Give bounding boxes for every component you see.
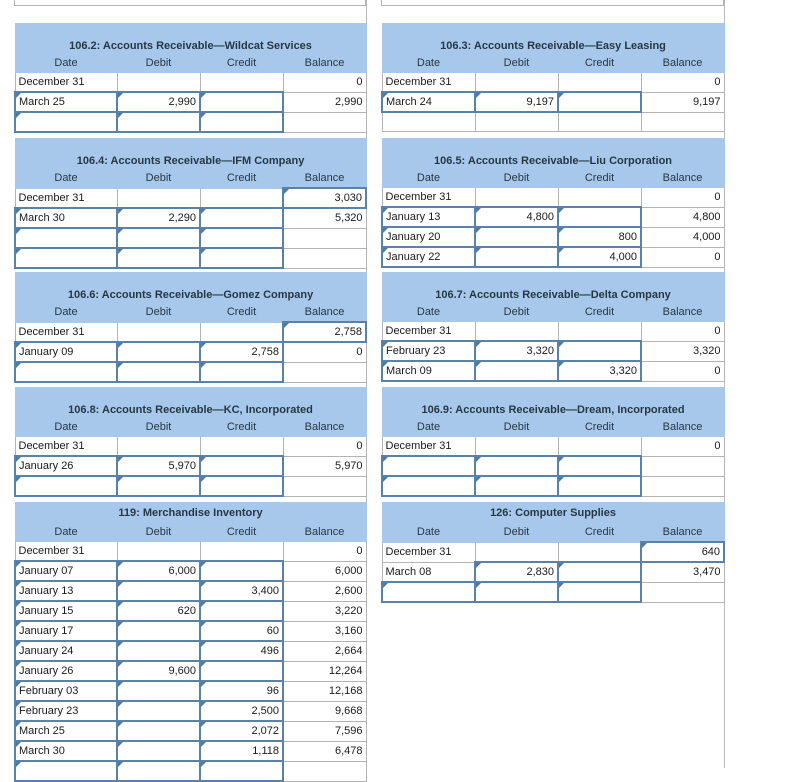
credit-input[interactable] xyxy=(200,208,283,228)
header-balance: Balance xyxy=(283,303,366,323)
credit-input[interactable]: 60 xyxy=(200,621,283,641)
table-row xyxy=(15,681,366,701)
balance-cell: 5,320 xyxy=(283,208,366,228)
header-balance: Balance xyxy=(641,169,724,188)
ledger-title: 106.2: Accounts Receivable—Wildcat Services xyxy=(15,24,366,54)
debit-cell xyxy=(117,188,200,208)
debit-input[interactable] xyxy=(475,582,558,602)
debit-input[interactable]: 620 xyxy=(117,601,200,621)
credit-input[interactable] xyxy=(200,661,283,681)
table-row xyxy=(15,92,366,112)
date-cell: December 31 xyxy=(15,542,117,562)
credit-input[interactable] xyxy=(200,92,283,112)
date-input[interactable]: January 13 xyxy=(15,581,117,601)
debit-cell xyxy=(117,322,200,342)
date-input[interactable] xyxy=(382,476,475,496)
balance-cell: 0 xyxy=(283,342,366,362)
credit-input[interactable] xyxy=(200,561,283,581)
credit-input[interactable] xyxy=(200,112,283,132)
table-row xyxy=(15,437,366,457)
debit-input[interactable] xyxy=(117,741,200,761)
table-row xyxy=(15,476,366,496)
balance-cell: 0 xyxy=(283,437,366,457)
date-cell: March 08 xyxy=(382,562,475,582)
header-credit: Credit xyxy=(200,54,283,73)
balance-cell: 12,264 xyxy=(283,661,366,681)
date-input[interactable] xyxy=(15,228,117,248)
debit-input[interactable] xyxy=(475,227,558,247)
balance-cell: 0 xyxy=(641,247,724,267)
credit-input[interactable]: 2,072 xyxy=(200,721,283,741)
debit-input[interactable] xyxy=(117,342,200,362)
table-row xyxy=(382,92,724,112)
header-credit: Credit xyxy=(558,418,641,437)
table-row xyxy=(15,456,366,476)
debit-cell xyxy=(475,112,558,132)
credit-input[interactable] xyxy=(200,228,283,248)
ledger-wildcat-services xyxy=(14,23,367,133)
credit-input[interactable] xyxy=(200,761,283,781)
debit-input[interactable]: 4,800 xyxy=(475,207,558,227)
date-input[interactable] xyxy=(15,248,117,268)
date-input[interactable]: February 23 xyxy=(15,701,117,721)
table-row xyxy=(15,228,366,248)
header-debit: Debit xyxy=(475,303,558,322)
credit-input[interactable] xyxy=(558,562,641,582)
date-input[interactable] xyxy=(15,362,117,382)
balance-cell xyxy=(641,476,724,496)
date-input[interactable]: January 26 xyxy=(15,661,117,681)
header-date: Date xyxy=(382,418,475,437)
balance-cell: 2,990 xyxy=(283,92,366,112)
balance-cell: 0 xyxy=(641,437,724,457)
debit-input[interactable]: 6,000 xyxy=(117,561,200,581)
balance-cell: 6,478 xyxy=(283,741,366,761)
table-row xyxy=(382,437,724,457)
date-input[interactable] xyxy=(382,456,475,476)
date-input[interactable]: January 26 xyxy=(15,456,117,476)
ledger-ifm-company xyxy=(14,138,367,269)
debit-input[interactable]: 9,197 xyxy=(475,92,558,112)
balance-input[interactable]: 3,030 xyxy=(283,188,366,208)
debit-cell xyxy=(117,73,200,93)
header-date: Date xyxy=(15,418,117,437)
credit-cell xyxy=(200,188,283,208)
credit-input[interactable] xyxy=(558,456,641,476)
table-row xyxy=(15,248,366,268)
date-input[interactable]: January 17 xyxy=(15,621,117,641)
header-debit: Debit xyxy=(117,523,200,542)
header-date: Date xyxy=(15,523,117,542)
date-cell: December 31 xyxy=(382,322,475,342)
balance-cell: 2,600 xyxy=(283,581,366,601)
credit-cell xyxy=(200,73,283,93)
date-input[interactable]: January 13 xyxy=(382,207,475,227)
header-balance: Balance xyxy=(641,523,724,543)
credit-input[interactable]: 496 xyxy=(200,641,283,661)
credit-input[interactable]: 800 xyxy=(558,227,641,247)
date-input[interactable]: February 03 xyxy=(15,681,117,701)
balance-cell xyxy=(641,582,724,602)
ledger-computer-supplies xyxy=(381,502,725,603)
ledger-merchandise-inventory xyxy=(14,502,367,782)
ledger-title: 106.8: Accounts Receivable—KC, Incorporated xyxy=(15,388,366,418)
table-row xyxy=(382,207,724,227)
date-input[interactable]: January 24 xyxy=(15,641,117,661)
balance-cell xyxy=(641,456,724,476)
balance-cell xyxy=(641,112,724,132)
balance-cell: 3,320 xyxy=(641,341,724,361)
table-row xyxy=(382,112,724,132)
header-debit: Debit xyxy=(475,418,558,437)
date-cell xyxy=(382,112,475,132)
date-cell: December 31 xyxy=(15,188,117,208)
header-date: Date xyxy=(15,169,117,189)
header-balance: Balance xyxy=(641,303,724,322)
top-strip-left xyxy=(14,0,366,6)
credit-cell xyxy=(558,188,641,208)
table-row xyxy=(382,322,724,342)
balance-cell: 9,197 xyxy=(641,92,724,112)
balance-cell xyxy=(283,362,366,382)
credit-cell xyxy=(558,542,641,562)
ledger-liu-corporation xyxy=(381,138,725,268)
debit-input[interactable]: 2,830 xyxy=(475,562,558,582)
debit-cell xyxy=(117,542,200,562)
header-credit: Credit xyxy=(558,523,641,543)
date-input[interactable] xyxy=(382,582,475,602)
header-credit: Credit xyxy=(200,523,283,542)
table-row xyxy=(15,208,366,228)
date-cell: December 31 xyxy=(382,188,475,208)
header-date: Date xyxy=(382,169,475,188)
top-strip-right xyxy=(381,0,724,6)
balance-cell: 0 xyxy=(641,73,724,93)
debit-input[interactable] xyxy=(117,248,200,268)
header-debit: Debit xyxy=(117,303,200,323)
header-credit: Credit xyxy=(200,418,283,437)
balance-cell: 4,000 xyxy=(641,227,724,247)
table-row xyxy=(15,641,366,661)
debit-input[interactable] xyxy=(475,361,558,381)
header-balance: Balance xyxy=(283,54,366,73)
balance-cell: 0 xyxy=(283,73,366,93)
table-row xyxy=(15,542,366,562)
date-cell: December 31 xyxy=(15,73,117,93)
credit-input[interactable]: 96 xyxy=(200,681,283,701)
header-debit: Debit xyxy=(117,169,200,189)
credit-input[interactable] xyxy=(200,601,283,621)
ledger-delta-company xyxy=(381,272,725,382)
ledger-title: 106.4: Accounts Receivable—IFM Company xyxy=(15,139,366,169)
ledger-title: 126: Computer Supplies xyxy=(382,503,724,523)
header-date: Date xyxy=(382,54,475,73)
date-input[interactable]: March 24 xyxy=(382,92,475,112)
date-input[interactable] xyxy=(15,112,117,132)
ledger-kc-incorporated xyxy=(14,387,367,497)
credit-input[interactable] xyxy=(558,582,641,602)
balance-cell: 6,000 xyxy=(283,561,366,581)
balance-cell: 0 xyxy=(641,188,724,208)
credit-input[interactable] xyxy=(558,207,641,227)
date-input[interactable]: March 09 xyxy=(382,361,475,381)
table-row xyxy=(15,761,366,781)
credit-cell xyxy=(200,322,283,342)
header-credit: Credit xyxy=(200,169,283,189)
table-row xyxy=(382,341,724,361)
debit-cell xyxy=(117,437,200,457)
date-cell: December 31 xyxy=(15,322,117,342)
debit-input[interactable] xyxy=(475,456,558,476)
ledger-title: 106.9: Accounts Receivable—Dream, Incorporated xyxy=(382,388,724,418)
debit-cell xyxy=(475,73,558,93)
debit-input[interactable]: 5,970 xyxy=(117,456,200,476)
ledger-easy-leasing xyxy=(381,23,725,132)
credit-input[interactable] xyxy=(558,476,641,496)
header-date: Date xyxy=(382,523,475,543)
ledger-title: 106.3: Accounts Receivable—Easy Leasing xyxy=(382,24,724,54)
debit-input[interactable] xyxy=(117,641,200,661)
balance-cell: 0 xyxy=(641,361,724,381)
table-row xyxy=(15,601,366,621)
debit-input[interactable] xyxy=(117,721,200,741)
balance-cell: 0 xyxy=(283,542,366,562)
debit-input[interactable]: 9,600 xyxy=(117,661,200,681)
debit-input[interactable] xyxy=(475,476,558,496)
balance-cell: 9,668 xyxy=(283,701,366,721)
table-row xyxy=(15,188,366,208)
table-row xyxy=(15,561,366,581)
debit-input[interactable]: 2,990 xyxy=(117,92,200,112)
balance-cell: 2,664 xyxy=(283,641,366,661)
date-input[interactable]: January 09 xyxy=(15,342,117,362)
table-row xyxy=(15,581,366,601)
header-balance: Balance xyxy=(641,54,724,73)
debit-input[interactable] xyxy=(475,247,558,267)
header-debit: Debit xyxy=(117,418,200,437)
credit-input[interactable]: 4,000 xyxy=(558,247,641,267)
balance-cell xyxy=(283,476,366,496)
header-debit: Debit xyxy=(475,169,558,188)
credit-input[interactable]: 2,500 xyxy=(200,701,283,721)
balance-cell: 4,800 xyxy=(641,207,724,227)
debit-input[interactable] xyxy=(117,476,200,496)
debit-input[interactable]: 3,320 xyxy=(475,341,558,361)
table-row xyxy=(15,322,366,342)
debit-input[interactable] xyxy=(117,581,200,601)
header-balance: Balance xyxy=(283,418,366,437)
debit-input[interactable] xyxy=(117,761,200,781)
date-input[interactable] xyxy=(15,761,117,781)
balance-cell: 0 xyxy=(641,322,724,342)
ledger-dream-incorporated xyxy=(381,387,725,497)
debit-cell xyxy=(475,188,558,208)
date-input[interactable]: January 20 xyxy=(382,227,475,247)
date-cell: December 31 xyxy=(382,542,475,562)
table-row xyxy=(15,701,366,721)
balance-cell xyxy=(283,761,366,781)
credit-input[interactable] xyxy=(200,248,283,268)
table-row xyxy=(382,361,724,381)
table-row xyxy=(382,227,724,247)
credit-cell xyxy=(200,542,283,562)
table-row xyxy=(15,342,366,362)
header-debit: Debit xyxy=(117,54,200,73)
credit-input[interactable] xyxy=(200,362,283,382)
date-cell: December 31 xyxy=(382,437,475,457)
header-balance: Balance xyxy=(283,523,366,542)
table-row xyxy=(382,542,724,562)
table-row xyxy=(382,476,724,496)
table-row xyxy=(15,721,366,741)
credit-input[interactable]: 1,118 xyxy=(200,741,283,761)
date-input[interactable]: January 22 xyxy=(382,247,475,267)
balance-cell xyxy=(283,228,366,248)
date-input[interactable]: March 30 xyxy=(15,208,117,228)
debit-input[interactable] xyxy=(117,621,200,641)
table-row xyxy=(15,621,366,641)
ledger-gomez-company xyxy=(14,272,367,383)
date-input[interactable] xyxy=(15,476,117,496)
debit-cell xyxy=(475,437,558,457)
credit-input[interactable]: 3,400 xyxy=(200,581,283,601)
table-row xyxy=(382,73,724,93)
balance-cell: 7,596 xyxy=(283,721,366,741)
table-row xyxy=(15,112,366,132)
header-date: Date xyxy=(15,303,117,323)
credit-input[interactable] xyxy=(558,341,641,361)
credit-input[interactable]: 3,320 xyxy=(558,361,641,381)
header-date: Date xyxy=(15,54,117,73)
balance-cell xyxy=(283,248,366,268)
header-balance: Balance xyxy=(283,169,366,189)
debit-input[interactable] xyxy=(117,701,200,721)
balance-cell: 5,970 xyxy=(283,456,366,476)
credit-input[interactable] xyxy=(558,92,641,112)
header-credit: Credit xyxy=(558,54,641,73)
header-debit: Debit xyxy=(475,523,558,543)
balance-cell: 3,160 xyxy=(283,621,366,641)
table-row xyxy=(382,188,724,208)
ledger-title: 119: Merchandise Inventory xyxy=(15,503,366,523)
credit-cell xyxy=(558,322,641,342)
debit-input[interactable] xyxy=(117,362,200,382)
date-cell: December 31 xyxy=(15,437,117,457)
date-input[interactable]: March 25 xyxy=(15,92,117,112)
header-balance: Balance xyxy=(641,418,724,437)
header-date: Date xyxy=(382,303,475,322)
date-input[interactable]: March 25 xyxy=(15,721,117,741)
credit-cell xyxy=(200,437,283,457)
balance-cell: 12,168 xyxy=(283,681,366,701)
balance-cell: 3,470 xyxy=(641,562,724,582)
debit-input[interactable] xyxy=(117,228,200,248)
credit-cell xyxy=(558,112,641,132)
ledger-title: 106.6: Accounts Receivable—Gomez Company xyxy=(15,273,366,303)
table-row xyxy=(15,362,366,382)
debit-input[interactable]: 2,290 xyxy=(117,208,200,228)
table-row xyxy=(382,456,724,476)
debit-cell xyxy=(475,322,558,342)
date-input[interactable]: January 15 xyxy=(15,601,117,621)
balance-cell xyxy=(283,112,366,132)
date-input[interactable]: March 30 xyxy=(15,741,117,761)
ledger-title: 106.7: Accounts Receivable—Delta Company xyxy=(382,273,724,303)
credit-cell xyxy=(558,437,641,457)
date-cell: December 31 xyxy=(382,73,475,93)
debit-cell xyxy=(475,542,558,562)
balance-input[interactable]: 640 xyxy=(641,542,724,562)
table-row xyxy=(15,741,366,761)
balance-cell: 3,220 xyxy=(283,601,366,621)
debit-input[interactable] xyxy=(117,112,200,132)
header-credit: Credit xyxy=(200,303,283,323)
table-row xyxy=(15,73,366,93)
credit-cell xyxy=(558,73,641,93)
header-credit: Credit xyxy=(558,303,641,322)
date-input[interactable]: February 23 xyxy=(382,341,475,361)
date-input[interactable]: January 07 xyxy=(15,561,117,581)
balance-input[interactable]: 2,758 xyxy=(283,322,366,342)
table-row xyxy=(382,562,724,582)
header-debit: Debit xyxy=(475,54,558,73)
header-credit: Credit xyxy=(558,169,641,188)
credit-input[interactable] xyxy=(200,476,283,496)
credit-input[interactable]: 2,758 xyxy=(200,342,283,362)
table-row xyxy=(382,582,724,602)
table-row xyxy=(382,247,724,267)
debit-input[interactable] xyxy=(117,681,200,701)
credit-input[interactable] xyxy=(200,456,283,476)
ledger-title: 106.5: Accounts Receivable—Liu Corporation xyxy=(382,139,724,169)
table-row xyxy=(15,661,366,681)
